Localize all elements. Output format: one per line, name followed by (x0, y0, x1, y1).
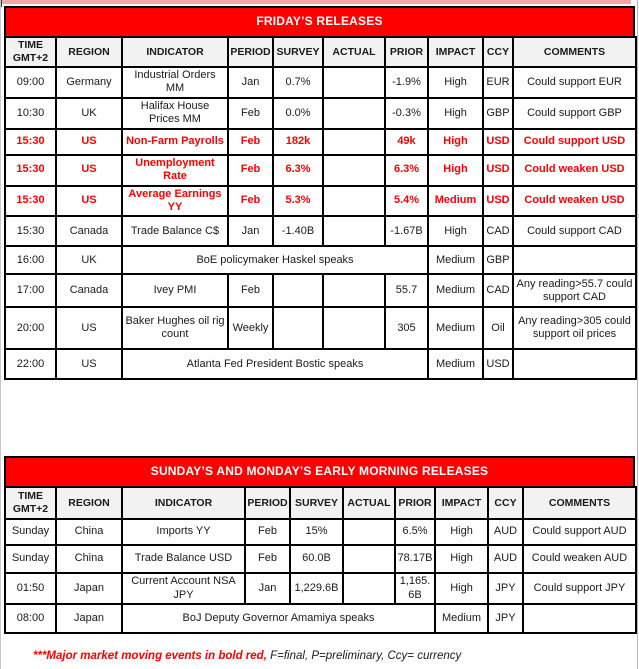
top-banner-strip (2, 0, 631, 4)
time-cell: 22:00 (5, 349, 56, 379)
indicator-cell: Current Account NSA JPY (122, 573, 245, 604)
prior-cell: 6.3% (385, 155, 428, 186)
survey-cell: 5.3% (273, 186, 323, 217)
footnote-highlight: ***Major market moving events in bold red, (33, 650, 267, 662)
column-header-indicator: INDICATOR (122, 487, 245, 519)
ccy-cell: CAD (483, 216, 513, 246)
ccy-cell: USD (483, 349, 513, 379)
region-cell: UK (56, 246, 122, 274)
period-cell: Feb (228, 98, 273, 129)
impact-cell: High (428, 216, 483, 246)
ccy-cell: USD (483, 186, 513, 217)
ccy-cell: GBP (483, 246, 513, 274)
actual-cell (323, 216, 385, 246)
ccy-cell: GBP (483, 98, 513, 129)
release-row (5, 216, 636, 246)
releases-table (4, 486, 637, 634)
indicator-cell: Halifax House Prices MM (122, 98, 228, 129)
region-cell: US (56, 186, 122, 217)
time-cell: 10:30 (5, 98, 56, 129)
actual-cell (323, 67, 385, 98)
impact-cell: Medium (428, 349, 483, 379)
region-cell: US (56, 129, 122, 155)
prior-cell: 49k (385, 129, 428, 155)
release-row (5, 186, 636, 217)
time-cell: 09:00 (5, 67, 56, 98)
indicator-cell: Average Earnings YY (122, 186, 228, 217)
time-cell: 20:00 (5, 307, 56, 349)
release-row (5, 307, 636, 349)
column-header-survey: SURVEY (290, 487, 343, 519)
comments-cell: Could support EUR (513, 67, 636, 98)
ccy-cell: JPY (488, 604, 523, 633)
release-row (5, 545, 636, 573)
column-header-comments: COMMENTS (513, 37, 636, 67)
release-row (5, 274, 636, 307)
ccy-cell: Oil (483, 307, 513, 349)
column-header-impact: IMPACT (435, 487, 488, 519)
prior-cell: 55.7 (385, 274, 428, 307)
impact-cell: Medium (428, 307, 483, 349)
comments-cell: Could weaken USD (513, 186, 636, 217)
period-cell: Feb (245, 519, 290, 545)
actual-cell (323, 129, 385, 155)
sunday-monday-releases-table (4, 456, 635, 634)
time-cell: 15:30 (5, 216, 56, 246)
period-cell: Jan (245, 573, 290, 604)
event-cell: Atlanta Fed President Bostic speaks (122, 349, 428, 379)
prior-cell: 5.4% (385, 186, 428, 217)
comments-cell: Any reading>305 could support oil prices (513, 307, 636, 349)
time-cell: Sunday (5, 545, 56, 573)
impact-cell: Medium (428, 246, 483, 274)
column-header-period: PERIOD (228, 37, 273, 67)
actual-cell (323, 274, 385, 307)
time-cell: 16:00 (5, 246, 56, 274)
comments-cell: Any reading>55.7 could support CAD (513, 274, 636, 307)
time-cell: Sunday (5, 519, 56, 545)
impact-cell: Medium (428, 186, 483, 217)
region-cell: China (56, 545, 122, 573)
column-header-period: PERIOD (245, 487, 290, 519)
event-cell: BoJ Deputy Governor Amamiya speaks (122, 604, 435, 633)
table-title-banner: FRIDAY’S RELEASES (4, 6, 635, 36)
impact-cell: High (428, 129, 483, 155)
period-cell: Weekly (228, 307, 273, 349)
release-row (5, 129, 636, 155)
region-cell: China (56, 519, 122, 545)
impact-cell: High (428, 98, 483, 129)
indicator-cell: Baker Hughes oil rig count (122, 307, 228, 349)
comments-cell (513, 246, 636, 274)
indicator-cell: Trade Balance C$ (122, 216, 228, 246)
impact-cell: Medium (435, 604, 488, 633)
prior-cell: 305 (385, 307, 428, 349)
survey-cell: 182k (273, 129, 323, 155)
ccy-cell: AUD (488, 519, 523, 545)
releases-table (4, 36, 637, 380)
survey-cell: 15% (290, 519, 343, 545)
comments-cell (513, 349, 636, 379)
release-row (5, 573, 636, 604)
release-row (5, 519, 636, 545)
impact-cell: High (435, 545, 488, 573)
region-cell: Japan (56, 573, 122, 604)
column-header-impact: IMPACT (428, 37, 483, 67)
survey-cell: -1.40B (273, 216, 323, 246)
survey-cell (273, 274, 323, 307)
prior-cell: 6.5% (395, 519, 435, 545)
comments-cell: Could weaken AUD (523, 545, 636, 573)
time-cell: 15:30 (5, 155, 56, 186)
column-header-actual: ACTUAL (343, 487, 395, 519)
period-cell: Feb (228, 129, 273, 155)
prior-cell: -0.3% (385, 98, 428, 129)
impact-cell: Medium (428, 274, 483, 307)
time-cell: 01:50 (5, 573, 56, 604)
ccy-cell: JPY (488, 573, 523, 604)
survey-cell (273, 307, 323, 349)
comments-cell: Could support CAD (513, 216, 636, 246)
prior-cell: 78.17B (395, 545, 435, 573)
time-cell: 15:30 (5, 129, 56, 155)
comments-cell: Could support USD (513, 129, 636, 155)
column-header-indicator: INDICATOR (122, 37, 228, 67)
table-title-banner: SUNDAY’S AND MONDAY’S EARLY MORNING RELEASES (4, 456, 635, 486)
period-cell: Feb (228, 186, 273, 217)
actual-cell (343, 545, 395, 573)
region-cell: US (56, 307, 122, 349)
impact-cell: High (435, 573, 488, 604)
release-row (5, 155, 636, 186)
comments-cell: Could support AUD (523, 519, 636, 545)
indicator-cell: Imports YY (122, 519, 245, 545)
period-cell: Feb (228, 155, 273, 186)
period-cell: Jan (228, 216, 273, 246)
indicator-cell: Unemployment Rate (122, 155, 228, 186)
time-cell: 08:00 (5, 604, 56, 633)
region-cell: Canada (56, 274, 122, 307)
survey-cell: 60.0B (290, 545, 343, 573)
comments-cell: Could support GBP (513, 98, 636, 129)
survey-cell: 1,229.6B (290, 573, 343, 604)
time-cell: 15:30 (5, 186, 56, 217)
event-cell: BoE policymaker Haskel speaks (122, 246, 428, 274)
column-header-ccy: CCY (483, 37, 513, 67)
period-cell: Jan (228, 67, 273, 98)
column-header-time: TIME GMT+2 (5, 487, 56, 519)
column-header-comments: COMMENTS (523, 487, 636, 519)
comments-cell: Could support JPY (523, 573, 636, 604)
indicator-cell: Industrial Orders MM (122, 67, 228, 98)
impact-cell: High (428, 155, 483, 186)
column-header-prior: PRIOR (395, 487, 435, 519)
survey-cell: 0.0% (273, 98, 323, 129)
survey-cell: 0.7% (273, 67, 323, 98)
release-row (5, 349, 636, 379)
region-cell: Germany (56, 67, 122, 98)
ccy-cell: USD (483, 129, 513, 155)
indicator-cell: Trade Balance USD (122, 545, 245, 573)
prior-cell: -1.67B (385, 216, 428, 246)
column-header-prior: PRIOR (385, 37, 428, 67)
footnote-legend: F=final, P=preliminary, Ccy= currency (266, 650, 462, 662)
region-cell: US (56, 349, 122, 379)
actual-cell (343, 573, 395, 604)
period-cell: Feb (245, 545, 290, 573)
indicator-cell: Ivey PMI (122, 274, 228, 307)
column-header-time: TIME GMT+2 (5, 37, 56, 67)
region-cell: Japan (56, 604, 122, 633)
region-cell: UK (56, 98, 122, 129)
column-header-survey: SURVEY (273, 37, 323, 67)
page-border-right (637, 0, 638, 669)
actual-cell (323, 186, 385, 217)
comments-cell (523, 604, 636, 633)
ccy-cell: CAD (483, 274, 513, 307)
ccy-cell: AUD (488, 545, 523, 573)
region-cell: Canada (56, 216, 122, 246)
impact-cell: High (428, 67, 483, 98)
column-header-region: REGION (56, 37, 122, 67)
release-row (5, 98, 636, 129)
actual-cell (323, 307, 385, 349)
ccy-cell: EUR (483, 67, 513, 98)
survey-cell: 6.3% (273, 155, 323, 186)
column-header-ccy: CCY (488, 487, 523, 519)
indicator-cell: Non-Farm Payrolls (122, 129, 228, 155)
friday-releases-table (4, 6, 635, 380)
footnote (33, 650, 461, 662)
period-cell: Feb (228, 274, 273, 307)
ccy-cell: USD (483, 155, 513, 186)
actual-cell (323, 98, 385, 129)
release-row (5, 246, 636, 274)
prior-cell: 1,165.6B (395, 573, 435, 604)
column-header-region: REGION (56, 487, 122, 519)
impact-cell: High (435, 519, 488, 545)
release-row (5, 67, 636, 98)
release-row (5, 604, 636, 633)
page-border-left (0, 0, 1, 669)
actual-cell (323, 155, 385, 186)
prior-cell: -1.9% (385, 67, 428, 98)
time-cell: 17:00 (5, 274, 56, 307)
region-cell: US (56, 155, 122, 186)
column-header-actual: ACTUAL (323, 37, 385, 67)
comments-cell: Could weaken USD (513, 155, 636, 186)
actual-cell (343, 519, 395, 545)
